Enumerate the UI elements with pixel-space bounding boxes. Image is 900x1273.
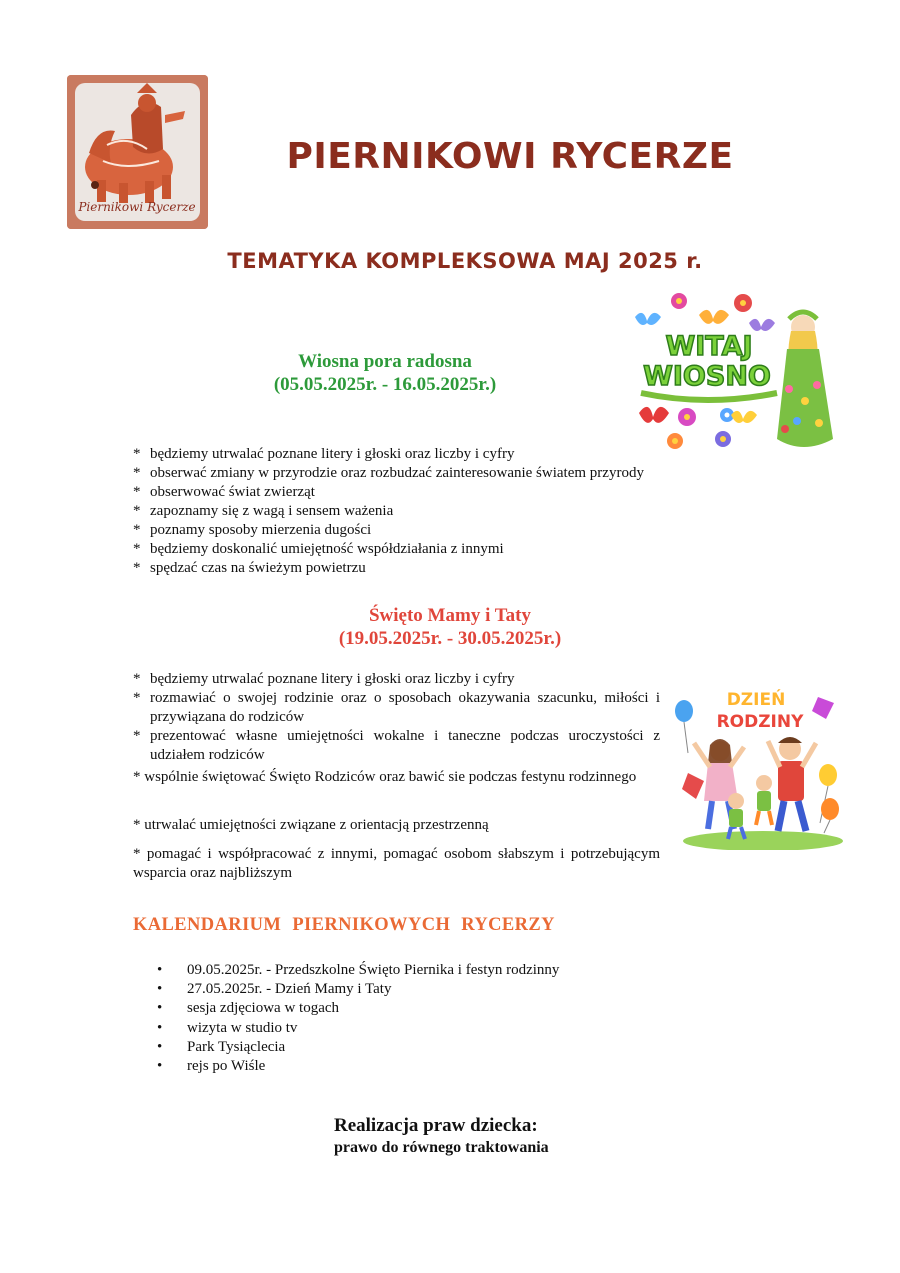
logo bbox=[67, 75, 208, 229]
theme2-paragraph: * wspólnie świętować Święto Rodziców oraz bawić sie podczas festynu rodzinnego bbox=[133, 769, 637, 785]
family-text-line2: RODZINY bbox=[716, 712, 804, 732]
list-item-text: poznamy sposoby mierzenia dugości bbox=[150, 522, 372, 538]
list-item: • 27.05.2025r. - Dzień Mamy i Taty bbox=[157, 981, 392, 998]
spring-illustration bbox=[627, 289, 839, 454]
list-item-text: 27.05.2025r. - Dzień Mamy i Taty bbox=[187, 981, 392, 998]
list-item-text: wizyta w studio tv bbox=[187, 1019, 298, 1036]
list-item: * rozmawiać o swojej rodzinie oraz o sposobach okazywania szacunku, miłości i przywiązana do rodziców bbox=[133, 690, 660, 725]
theme1-title: Wiosna pora radosna bbox=[298, 351, 472, 372]
list-item-text: 09.05.2025r. - Przedszkolne Święto Piernika i festyn rodzinny bbox=[187, 962, 560, 978]
list-item-text: rozmawiać o swojej rodzinie oraz o sposobach okazywania szacunku, miłości i przywiązana do rodziców bbox=[150, 690, 660, 725]
list-item: * będziemy doskonalić umiejętność współdziałania z innymi bbox=[133, 541, 504, 557]
spring-lady-figure bbox=[777, 312, 833, 447]
logo-text: Piernikowi Rycerze bbox=[78, 200, 196, 214]
list-item: * zapoznamy się z wagą i sensem ważenia bbox=[133, 503, 394, 519]
theme1-dates: (05.05.2025r. - 16.05.2025r.) bbox=[273, 374, 497, 395]
list-item-text: Park Tysiąclecia bbox=[187, 1038, 286, 1055]
list-item-text: będziemy doskonalić umiejętność współdziałania z innymi bbox=[150, 541, 504, 557]
rights-title: Realizacja praw dziecka: bbox=[334, 1115, 538, 1136]
theme2-list bbox=[133, 670, 660, 765]
list-item: * spędzać czas na świeżym powietrzu bbox=[133, 560, 366, 576]
list-item: • 09.05.2025r. - Przedszkolne Święto Piernika i festyn rodzinny bbox=[157, 962, 560, 978]
page-subtitle: TEMATYKA KOMPLEKSOWA MAJ 2025 r. bbox=[227, 249, 703, 273]
list-item: * prezentować własne umiejętności wokalne i taneczne podczas uroczystości z udziałem rodziców bbox=[133, 728, 660, 763]
list-item: * obserwać zmiany w przyrodzie oraz rozbudzać zainteresowanie światem przyrody bbox=[133, 465, 644, 481]
theme2-dates: (19.05.2025r. - 30.05.2025r.) bbox=[338, 628, 562, 649]
list-item-text: obserwować świat zwierząt bbox=[150, 484, 315, 500]
list-item-text: sesja zdjęciowa w togach bbox=[187, 1000, 340, 1017]
list-item-text: spędzać czas na świeżym powietrzu bbox=[150, 560, 366, 576]
list-item-text: prezentować własne umiejętności wokalne i taneczne podczas uroczystości z udziałem rodziców bbox=[150, 728, 660, 763]
list-item: • rejs po Wiśle bbox=[157, 1058, 266, 1075]
page-title: PIERNIKOWI RYCERZE bbox=[286, 136, 734, 177]
calendar-title: KALENDARIUM PIERNIKOWYCH RYCERZY bbox=[133, 915, 555, 935]
theme2-paragraph: * utrwalać umiejętności związane z orientacją przestrzenną bbox=[133, 817, 489, 833]
family-figures bbox=[694, 737, 816, 839]
theme1-header bbox=[230, 350, 540, 396]
rights-subtitle: prawo do równego traktowania bbox=[334, 1139, 549, 1156]
list-item: • Park Tysiąclecia bbox=[157, 1038, 286, 1055]
theme2-header bbox=[280, 604, 620, 650]
family-text-line1: DZIEŃ bbox=[726, 690, 786, 710]
list-item: * obserwować świat zwierząt bbox=[133, 484, 315, 500]
list-item: * będziemy utrwalać poznane litery i głoski oraz liczby i cyfry bbox=[133, 446, 515, 462]
knight-logo-image bbox=[67, 75, 208, 229]
theme2-title: Święto Mamy i Taty bbox=[368, 605, 532, 626]
list-item: • sesja zdjęciowa w togach bbox=[157, 1000, 340, 1017]
list-item: * będziemy utrwalać poznane litery i głoski oraz liczby i cyfry bbox=[133, 671, 515, 687]
calendar-list bbox=[157, 961, 657, 1076]
theme1-list bbox=[133, 445, 733, 578]
list-item-text: będziemy utrwalać poznane litery i głoski oraz liczby i cyfry bbox=[150, 446, 515, 462]
list-item-text: zapoznamy się z wagą i sensem ważenia bbox=[150, 503, 394, 519]
list-item-text: obserwać zmiany w przyrodzie oraz rozbudzać zainteresowanie światem przyrody bbox=[150, 465, 644, 481]
list-item-text: rejs po Wiśle bbox=[187, 1058, 266, 1075]
spring-text-line1: WITAJ bbox=[665, 331, 753, 362]
list-item-text: będziemy utrwalać poznane litery i głoski oraz liczby i cyfry bbox=[150, 671, 515, 687]
spring-text-line2: WIOSNO bbox=[643, 361, 771, 392]
list-item: * poznamy sposoby mierzenia dugości bbox=[133, 522, 372, 538]
list-item: • wizyta w studio tv bbox=[157, 1019, 298, 1036]
family-day-illustration bbox=[668, 683, 843, 850]
theme2-paragraph: * pomagać i współpracować z innymi, pomagać osobom słabszym i potrzebującym wsparcia oraz najbliższym bbox=[133, 846, 660, 881]
